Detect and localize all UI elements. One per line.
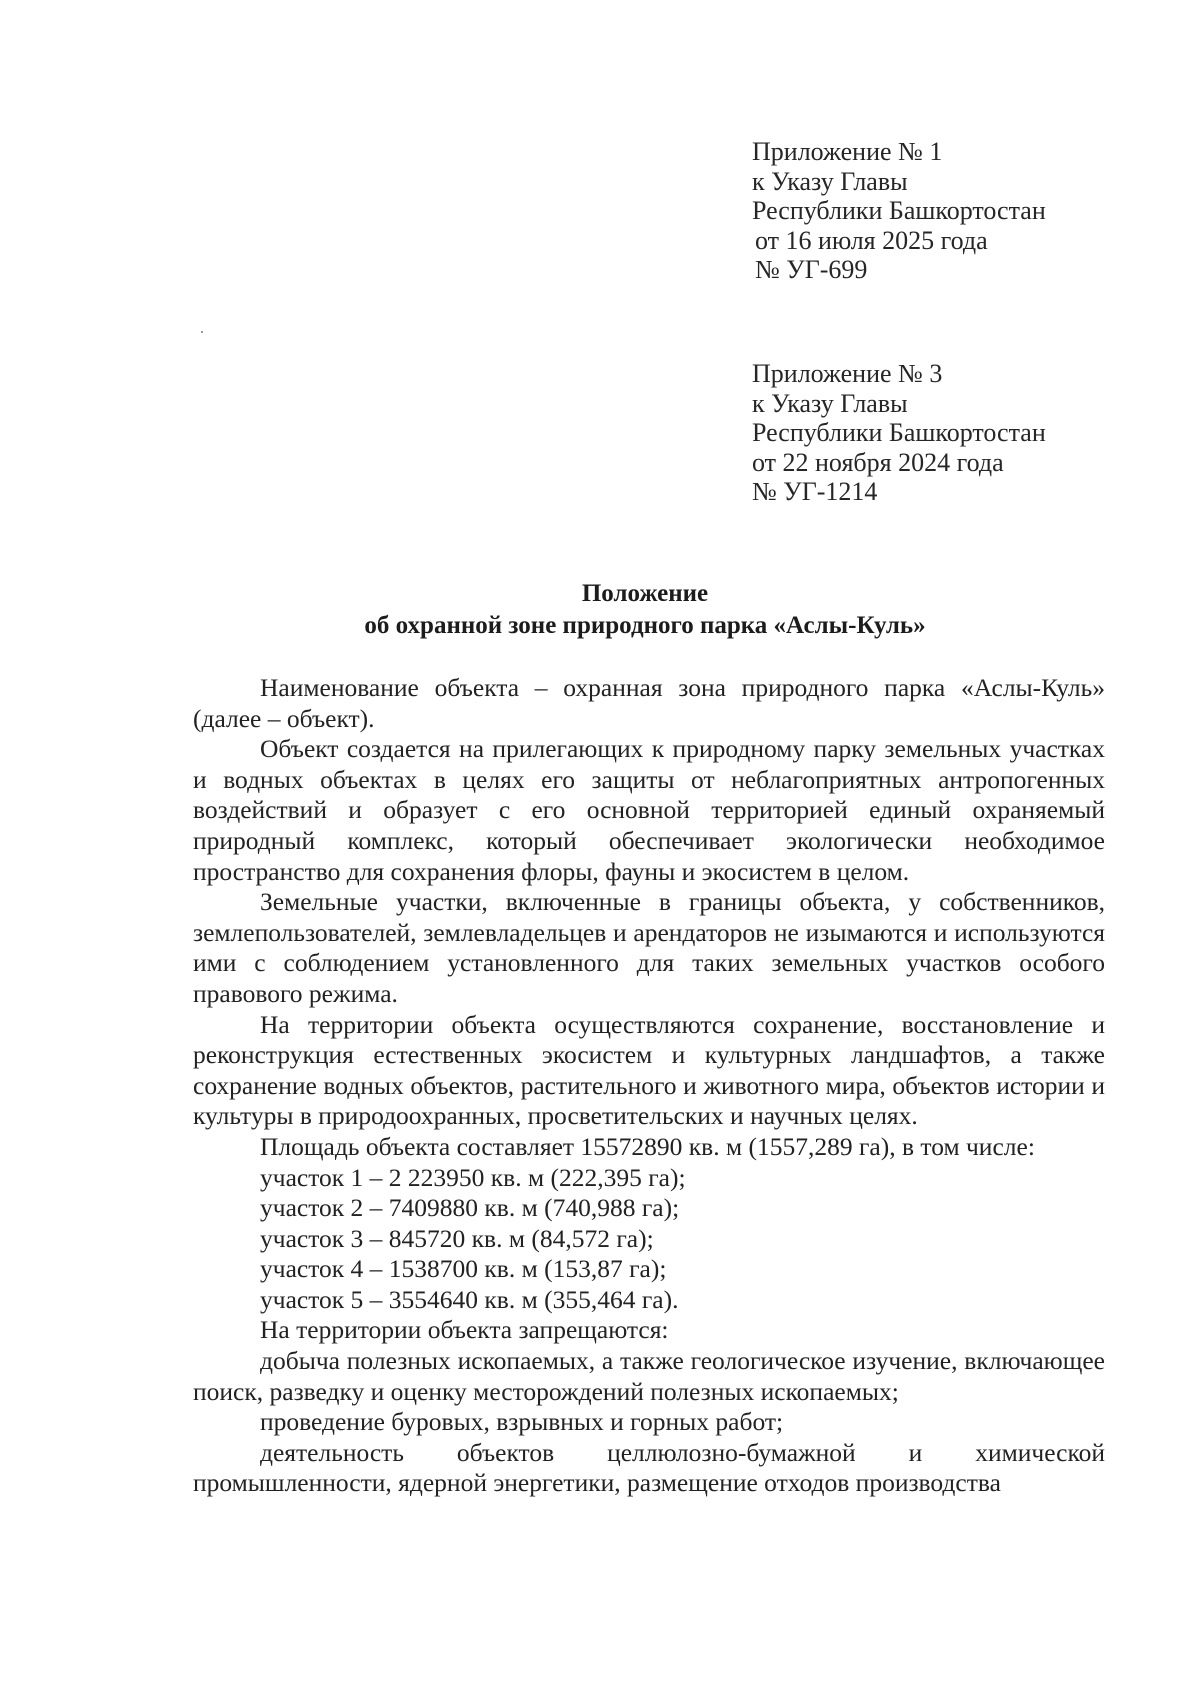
annex-3-header — [752, 359, 1046, 507]
paragraph-name: Наименование объекта – охранная зона природного парка «Аслы-Куль» (далее – объект). — [193, 673, 1105, 733]
annex-1-republic: Республики Башкортостан — [752, 196, 1046, 225]
document-title — [180, 578, 1110, 642]
plot-item: участок 2 – 7409880 кв. м (740,988 га); — [260, 1193, 680, 1223]
annex-3-republic: Республики Башкортостан — [752, 418, 1046, 447]
annex-1-decree: к Указу Главы — [752, 166, 908, 196]
annex-1-title: Приложение № 1 — [752, 137, 943, 166]
plot-item: участок 1 – 2 223950 кв. м (222,395 га); — [260, 1162, 686, 1192]
annex-3-title: Приложение № 3 — [752, 359, 943, 388]
paragraph-activities: На территории объекта осуществляются сохранение, восстановление и реконструкция естественных экосистем и культурных ландшафтов, а также сохранение водных объектов, растительного и животного мира, объектов истории и культуры в природоохранных, просветительских и научных целях. — [193, 1009, 1105, 1131]
annex-1-header — [752, 137, 1046, 285]
annex-3-number: № УГ-1214 — [752, 477, 878, 506]
paragraph-area: Площадь объекта составляет 15572890 кв. м (1557,289 га), в том числе: — [260, 1131, 1035, 1161]
paragraph-land-plots: Земельные участки, включенные в границы объекта, у собственников, землепользователей, землевладельцев и арендаторов не изымаются и используются ими с соблюдением установленного для таких земельных участков особого правового режима. — [193, 887, 1105, 1008]
scan-speck — [201, 331, 203, 333]
paragraph-purpose: Объект создается на прилегающих к природному парку земельных участках и водных объектах в целях его защиты от неблагоприятных антропогенных воздействий и образует с его основной территорией единый охраняемый природный комплекс, который обеспечивает экологически необходимое пространство для сохранения флоры, фауны и экосистем в целом. — [193, 734, 1105, 886]
title-line-2: об охранной зоне природного парка «Аслы-Куль» — [364, 612, 926, 639]
annex-1-number: № УГ-699 — [755, 255, 868, 284]
annex-3-decree: к Указу Главы — [752, 388, 908, 418]
title-line-1: Положение — [581, 580, 709, 607]
prohibited-intro: На территории объекта запрещаются: — [260, 1315, 669, 1345]
prohibited-item: деятельность объектов целлюлозно-бумажной и химической промышленности, ядерной энергетики, размещение отходов производства — [193, 1437, 1105, 1498]
annex-3-date: от 22 ноября 2024 года — [752, 447, 1004, 477]
plot-item: участок 5 – 3554640 кв. м (355,464 га). — [260, 1284, 679, 1314]
prohibited-item: добыча полезных ископаемых, а также геологическое изучение, включающее поиск, разведку и оценку месторождений полезных ископаемых; — [193, 1346, 1105, 1406]
annex-1-date: от 16 июля 2025 года — [755, 225, 988, 255]
document-body — [193, 673, 1105, 1499]
plot-item: участок 3 – 845720 кв. м (84,572 га); — [260, 1223, 654, 1253]
plot-item: участок 4 – 1538700 кв. м (153,87 га); — [260, 1254, 667, 1284]
prohibited-item: проведение буровых, взрывных и горных работ; — [260, 1407, 784, 1437]
